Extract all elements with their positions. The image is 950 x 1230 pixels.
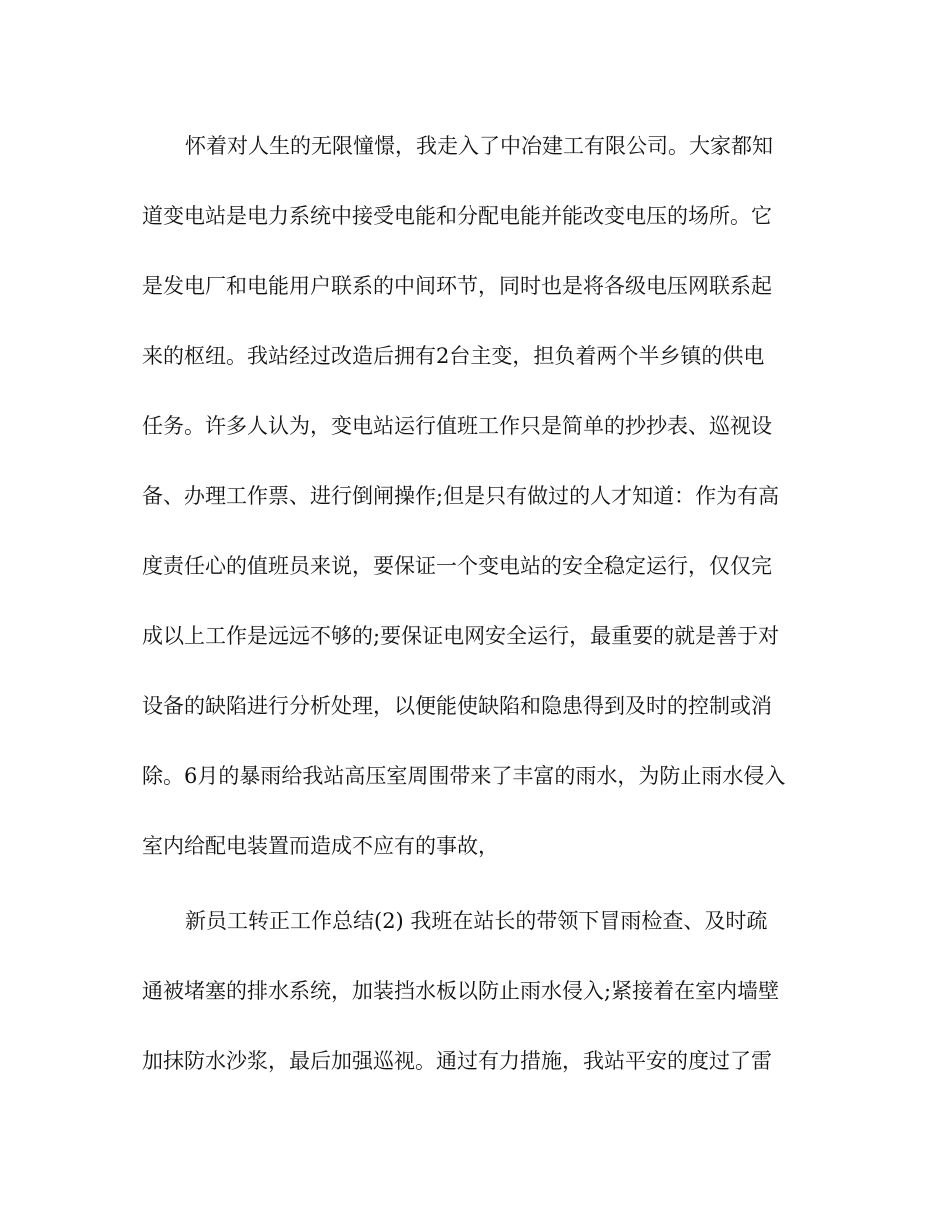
paragraph-1-line-8: 成以上工作是远远不够的;要保证电网安全运行，最重要的就是善于对 [142, 624, 780, 648]
paragraph-2-line-3: 加抹防水沙浆，最后加强巡视。通过有力措施，我站平安的度过了雷 [142, 1049, 772, 1073]
paragraph-1-line-1: 怀着对人生的无限憧憬，我走入了中冶建工有限公司。大家都知 [185, 134, 773, 158]
paragraph-1-line-2: 道变电站是电力系统中接受电能和分配电能并能改变电压的场所。它 [142, 204, 772, 228]
paragraph-1-line-6: 备、办理工作票、进行倒闸操作;但是只有做过的人才知道：作为有高 [142, 484, 780, 508]
paragraph-2-line-1: 新员工转正工作总结(2) 我班在站长的带领下冒雨检查、及时疏 [185, 909, 768, 933]
paragraph-2-line-2: 通被堵塞的排水系统，加装挡水板以防止雨水侵入;紧接着在室内墙壁 [142, 979, 780, 1003]
paragraph-1-line-5: 任务。许多人认为，变电站运行值班工作只是简单的抄抄表、巡视设 [142, 414, 772, 438]
paragraph-1-line-10: 除。6月的暴雨给我站高压室周围带来了丰富的雨水，为防止雨水侵入 [142, 764, 786, 788]
paragraph-1-line-7: 度责任心的值班员来说，要保证一个变电站的安全稳定运行，仅仅完 [142, 554, 772, 578]
paragraph-1-line-3: 是发电厂和电能用户联系的中间环节，同时也是将各级电压网联系起 [142, 274, 772, 298]
paragraph-1-line-11: 室内给配电装置而造成不应有的事故， [142, 834, 499, 858]
paragraph-1-line-4: 来的枢纽。我站经过改造后拥有2台主变，担负着两个半乡镇的供电 [142, 344, 765, 368]
paragraph-1-line-9: 设备的缺陷进行分析处理，以便能使缺陷和隐患得到及时的控制或消 [142, 694, 772, 718]
